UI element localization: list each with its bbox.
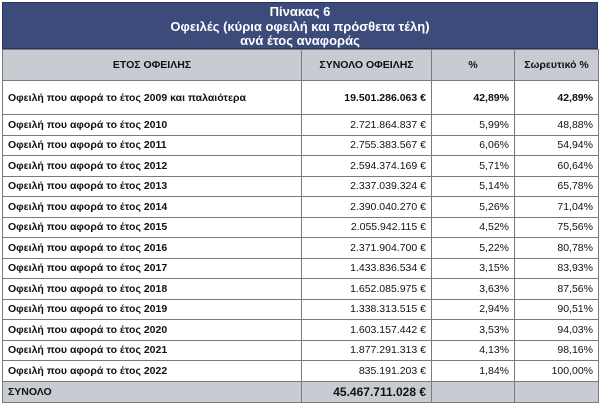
row-pct: 3,53%: [432, 320, 515, 341]
debts-table-container: [2, 2, 598, 403]
row-cumulative: 98,16%: [515, 340, 599, 361]
row-cumulative: 48,88%: [515, 115, 599, 136]
table-row: [3, 197, 599, 218]
row-total: 1.603.157.442 €: [302, 320, 432, 341]
total-pct-empty: [432, 381, 515, 402]
row-pct: 3,63%: [432, 279, 515, 300]
table-row: [3, 135, 599, 156]
row-cumulative: 83,93%: [515, 258, 599, 279]
total-label: ΣΥΝΟΛΟ: [3, 381, 302, 402]
row-total: 2.721.864.837 €: [302, 115, 432, 136]
row-cumulative: 54,94%: [515, 135, 599, 156]
row-pct: 1,84%: [432, 361, 515, 382]
row-total: 2.755.383.567 €: [302, 135, 432, 156]
table-row: [3, 361, 599, 382]
header-pct: %: [432, 50, 515, 81]
row-cumulative: 80,78%: [515, 238, 599, 259]
total-cum-empty: [515, 381, 599, 402]
header-year: ΕΤΟΣ ΟΦΕΙΛΗΣ: [3, 50, 302, 81]
header-total: ΣΥΝΟΛΟ ΟΦΕΙΛΗΣ: [302, 50, 432, 81]
table-row: [3, 176, 599, 197]
row-cumulative: 42,89%: [515, 81, 599, 115]
row-cumulative: 65,78%: [515, 176, 599, 197]
row-cumulative: 71,04%: [515, 197, 599, 218]
row-cumulative: 60,64%: [515, 156, 599, 177]
table-title: Οφειλές (κύρια οφειλή και πρόσθετα τέλη): [170, 18, 430, 34]
row-year-label: Οφειλή που αφορά το έτος 2012: [3, 156, 302, 177]
row-year-label: Οφειλή που αφορά το έτος 2020: [3, 320, 302, 341]
table-row: [3, 258, 599, 279]
debts-table: [2, 49, 599, 403]
row-total: 19.501.286.063 €: [302, 81, 432, 115]
row-pct: 5,71%: [432, 156, 515, 177]
header-cumulative: Σωρευτικό %: [515, 50, 599, 81]
row-year-label: Οφειλή που αφορά το έτος 2013: [3, 176, 302, 197]
row-total: 1.433.836.534 €: [302, 258, 432, 279]
table-row: [3, 238, 599, 259]
row-total: 2.390.040.270 €: [302, 197, 432, 218]
row-pct: 3,15%: [432, 258, 515, 279]
row-total: 1.877.291.313 €: [302, 340, 432, 361]
row-year-label: Οφειλή που αφορά το έτος 2015: [3, 217, 302, 238]
table-number: Πίνακας 6: [269, 4, 331, 19]
row-total: 2.055.942.115 €: [302, 217, 432, 238]
row-year-label: Οφειλή που αφορά το έτος 2011: [3, 135, 302, 156]
row-year-label: Οφειλή που αφορά το έτος 2014: [3, 197, 302, 218]
row-pct: 4,13%: [432, 340, 515, 361]
table-row: [3, 115, 599, 136]
row-total: 835.191.203 €: [302, 361, 432, 382]
row-cumulative: 87,56%: [515, 279, 599, 300]
row-year-label: Οφειλή που αφορά το έτος 2022: [3, 361, 302, 382]
row-pct: 42,89%: [432, 81, 515, 115]
total-value: 45.467.711.028 €: [302, 381, 432, 402]
table-subtitle: ανά έτος αναφοράς: [240, 33, 360, 48]
row-pct: 5,26%: [432, 197, 515, 218]
row-pct: 5,22%: [432, 238, 515, 259]
row-total: 1.652.085.975 €: [302, 279, 432, 300]
row-pct: 5,14%: [432, 176, 515, 197]
table-row: [3, 299, 599, 320]
table-row: [3, 156, 599, 177]
header-row: [3, 50, 599, 81]
row-year-label: Οφειλή που αφορά το έτος 2010: [3, 115, 302, 136]
row-year-label: Οφειλή που αφορά το έτος 2017: [3, 258, 302, 279]
row-cumulative: 90,51%: [515, 299, 599, 320]
row-pct: 4,52%: [432, 217, 515, 238]
row-cumulative: 100,00%: [515, 361, 599, 382]
table-body: [3, 81, 599, 382]
row-year-label: Οφειλή που αφορά το έτος 2018: [3, 279, 302, 300]
row-total: 1.338.313.515 €: [302, 299, 432, 320]
row-cumulative: 75,56%: [515, 217, 599, 238]
row-cumulative: 94,03%: [515, 320, 599, 341]
row-total: 2.337.039.324 €: [302, 176, 432, 197]
row-total: 2.594.374.169 €: [302, 156, 432, 177]
row-pct: 6,06%: [432, 135, 515, 156]
row-year-label: Οφειλή που αφορά το έτος 2009 και παλαιότερα: [3, 81, 302, 115]
row-pct: 2,94%: [432, 299, 515, 320]
table-row: [3, 279, 599, 300]
row-year-label: Οφειλή που αφορά το έτος 2019: [3, 299, 302, 320]
row-year-label: Οφειλή που αφορά το έτος 2016: [3, 238, 302, 259]
table-row: [3, 340, 599, 361]
row-total: 2.371.904.700 €: [302, 238, 432, 259]
table-row: [3, 320, 599, 341]
table-row: [3, 81, 599, 115]
table-row: [3, 217, 599, 238]
total-row: [3, 381, 599, 402]
table-title-block: [2, 2, 598, 49]
row-pct: 5,99%: [432, 115, 515, 136]
row-year-label: Οφειλή που αφορά το έτος 2021: [3, 340, 302, 361]
